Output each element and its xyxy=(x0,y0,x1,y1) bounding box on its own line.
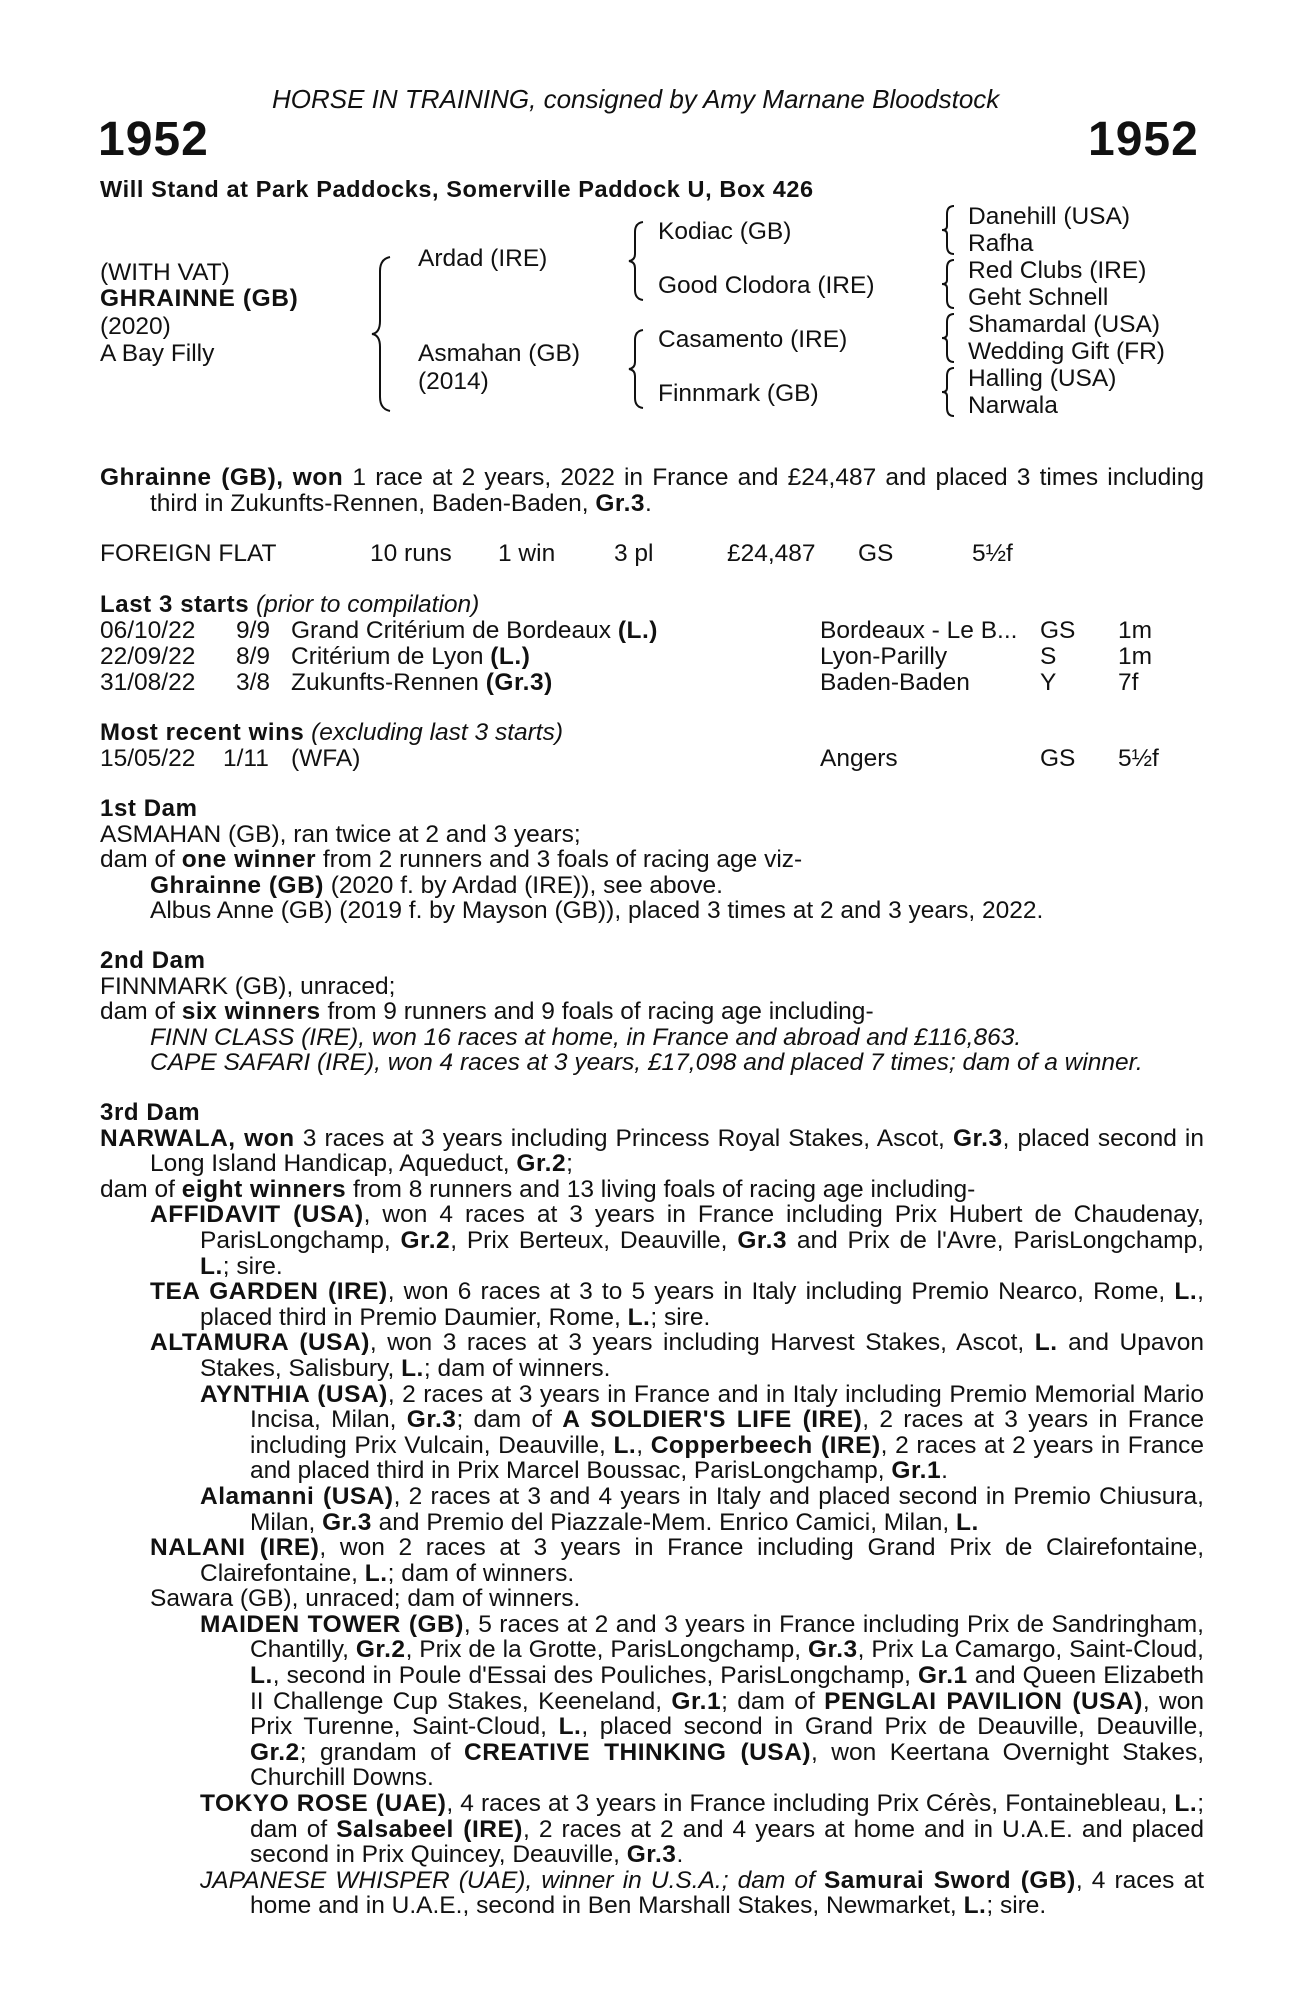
start-race: Zukunfts-Rennen (Gr.3) xyxy=(291,669,553,696)
text-run: , 2 races at 3 years in France including Prix Vulcain, Deauville, xyxy=(250,1406,1205,1459)
text-run: Gr.2 xyxy=(355,1636,406,1664)
brace-g3-2 xyxy=(938,258,958,310)
foal-entry: Albus Anne (GB) (2019 f. by Mayson (GB)), placed 3 times at 2 and 3 years, 2022. xyxy=(150,897,1044,925)
foal-entry xyxy=(150,1535,1204,1586)
text-run: NALANI (IRE) xyxy=(150,1534,320,1562)
foal-entry: Ghrainne (GB) (2020 f. by Ardad (IRE)), see above. xyxy=(150,871,723,899)
text-run: , Prix La Camargo, Saint-Cloud, xyxy=(857,1636,1204,1664)
record-type: FOREIGN FLAT xyxy=(100,540,277,567)
text-run: ; sire. xyxy=(222,1252,283,1280)
record-placed: 3 pl xyxy=(614,540,654,567)
text-run: and Upavon Stakes, Salisbury, xyxy=(200,1329,1204,1382)
text-run: L. xyxy=(955,1508,979,1536)
dam-name: Asmahan (GB) xyxy=(418,340,581,367)
second-dam-line: FINNMARK (GB), unraced; xyxy=(100,972,396,1000)
text-run: AYNTHIA (USA) xyxy=(200,1380,388,1408)
start-race: Grand Critérium de Bordeaux (L.) xyxy=(291,617,658,644)
text-run: , Prix Berteux, Deauville, xyxy=(450,1226,738,1254)
text-run: Gr.2 xyxy=(400,1226,451,1254)
text-run: L. xyxy=(401,1354,424,1382)
foal-entry: Sawara (GB), unraced; dam of winners. xyxy=(150,1585,581,1613)
second-dam-section xyxy=(100,948,1204,1076)
grandfoal-entry xyxy=(200,1868,1204,1919)
ped-ddd: Narwala xyxy=(968,392,1058,419)
win-date: 15/05/22 xyxy=(100,745,196,772)
text-run: , placed third in Premio Daumier, Rome, xyxy=(200,1278,1204,1331)
summary-text: 1 race at 2 years, 2022 in France and £24,487 and placed 3 times including third in Zukunfts-Rennen, Baden-Baden, xyxy=(150,464,1204,517)
text-run: L. xyxy=(1174,1278,1198,1306)
text-run: Alamanni (USA) xyxy=(200,1482,394,1510)
text-run: ; dam of xyxy=(456,1406,563,1434)
text-run: L. xyxy=(200,1252,223,1280)
start-position: 9/9 xyxy=(236,617,271,644)
text-run: Gr.1 xyxy=(671,1687,722,1715)
text-run: and Queen Elizabeth II Challenge Cup Stakes, Keeneland, xyxy=(250,1662,1204,1715)
text-run: Gr.2 xyxy=(516,1150,567,1178)
text-run: Gr.3 xyxy=(737,1226,788,1254)
text-run: AFFIDAVIT (USA) xyxy=(150,1201,364,1229)
text-run: L. xyxy=(364,1559,388,1587)
ped-dsd: Wedding Gift (FR) xyxy=(968,338,1165,365)
lot-number-right: 1952 xyxy=(1088,113,1199,166)
start-going: S xyxy=(1040,643,1057,670)
summary-won: won xyxy=(292,464,344,491)
pedigree-brace-main xyxy=(368,255,394,413)
start-position: 3/8 xyxy=(236,669,271,696)
record-wins: 1 win xyxy=(498,540,556,567)
text-run: ; dam of xyxy=(721,1687,825,1715)
text-run: 3 races at 3 years including Princess Royal Stakes, Ascot, xyxy=(294,1124,953,1152)
record-earnings: £24,487 xyxy=(727,540,816,567)
consignor-banner: HORSE IN TRAINING, consigned by Amy Marnane Bloodstock xyxy=(272,84,1000,114)
dam-sire: Casamento (IRE) xyxy=(658,326,848,353)
win-race: (WFA) xyxy=(291,745,361,772)
text-run: L. xyxy=(613,1431,637,1459)
text-run: , won 6 races at 3 to 5 years in Italy including Premio Nearco, Rome, xyxy=(387,1278,1175,1306)
first-dam-produce: dam of one winner from 2 runners and 3 foals of racing age viz- xyxy=(100,846,803,874)
text-run: Gr.2 xyxy=(250,1738,300,1766)
text-run: , 4 races at 3 years in France including Prix Cérès, Fontainebleau, xyxy=(446,1790,1175,1818)
text-run: ; sire. xyxy=(650,1303,711,1331)
ped-sss: Danehill (USA) xyxy=(968,203,1131,230)
text-run: , 4 races at home and in U.A.E., second in Ben Marshall Stakes, Newmarket, xyxy=(250,1866,1204,1920)
text-run: , winner in U.S.A.; dam of xyxy=(525,1866,824,1894)
summary-end: . xyxy=(645,489,652,517)
text-run: L. xyxy=(1034,1329,1058,1357)
text-run: Salsabeel (IRE) xyxy=(336,1815,523,1843)
horse-description: A Bay Filly xyxy=(100,340,215,367)
text-run: dam of xyxy=(100,1175,182,1203)
start-going: Y xyxy=(1040,669,1057,696)
summary-grade: Gr.3 xyxy=(595,489,646,517)
third-dam-narwala xyxy=(100,1126,1204,1177)
text-run: Gr.3 xyxy=(952,1124,1003,1152)
start-distance: 1m xyxy=(1118,617,1153,644)
pedigree-brace-dam xyxy=(625,328,647,410)
ped-sds: Red Clubs (IRE) xyxy=(968,257,1147,284)
grandfoal-entry xyxy=(200,1612,1204,1791)
first-dam-line: ASMAHAN (GB), ran twice at 2 and 3 years; xyxy=(100,820,581,848)
dam-foaled: (2014) xyxy=(418,368,489,395)
text-run: , placed second in Grand Prix de Deauville, Deauville, xyxy=(581,1713,1204,1741)
text-run: Copperbeech (IRE) xyxy=(650,1431,881,1459)
text-run: and Prix de l'Avre, ParisLongchamp, xyxy=(787,1226,1204,1254)
horse-name: GHRAINNE (GB) xyxy=(100,285,299,312)
text-run: L. xyxy=(558,1713,582,1741)
text-run: TEA GARDEN (IRE) xyxy=(150,1278,388,1306)
ped-ssd: Rafha xyxy=(968,230,1034,257)
start-position: 8/9 xyxy=(236,643,271,670)
text-run: , 5 races at 2 and 3 years in France including Prix de Sandringham, Chantilly, xyxy=(250,1610,1204,1664)
text-run: ; xyxy=(566,1150,573,1178)
text-run: from 8 runners and 13 living foals of racing age including- xyxy=(346,1175,976,1203)
foal-entry: CAPE SAFARI (IRE), won 4 races at 3 years, £17,098 and placed 7 times; dam of a winner. xyxy=(150,1049,1143,1077)
text-run: Gr.3 xyxy=(322,1508,372,1536)
summary-horse-name: Ghrainne (GB), xyxy=(100,464,284,491)
start-distance: 7f xyxy=(1118,669,1139,696)
ped-sdd: Geht Schnell xyxy=(968,284,1109,311)
text-run: TOKYO ROSE (UAE) xyxy=(200,1790,447,1818)
text-run: , won 3 races at 3 years including Harvest Stakes, Ascot, xyxy=(369,1329,1035,1357)
ped-dss: Shamardal (USA) xyxy=(968,311,1160,338)
text-run: Gr.3 xyxy=(406,1406,457,1434)
text-run: CREATIVE THINKING (USA) xyxy=(464,1738,812,1766)
text-run: PENGLAI PAVILION (USA) xyxy=(824,1687,1143,1715)
race-summary xyxy=(100,465,1204,516)
text-run: , won Keertana Overnight Stakes, Churchill Downs. xyxy=(250,1738,1205,1792)
text-run: , won 2 races at 3 years in France including Grand Prix de Clairefontaine, Clairefontaine, xyxy=(200,1534,1205,1587)
foal-entry: FINN CLASS (IRE), won 16 races at home, in France and abroad and £116,863. xyxy=(150,1023,1022,1051)
second-dam-produce: dam of six winners from 9 runners and 9 foals of racing age including- xyxy=(100,998,874,1026)
ped-dds: Halling (USA) xyxy=(968,365,1117,392)
text-run: ; dam of xyxy=(250,1790,1204,1843)
grandfoal-entry xyxy=(200,1791,1204,1868)
dam-dam: Finnmark (GB) xyxy=(658,380,819,407)
start-course: Bordeaux - Le B... xyxy=(820,617,1018,644)
pedigree-brace-sire xyxy=(625,220,647,302)
text-run: , second in Poule d'Essai des Pouliches, ParisLongchamp, xyxy=(272,1662,918,1690)
last3-title: Last 3 starts xyxy=(100,591,250,618)
text-run: . xyxy=(941,1457,948,1485)
start-race: Critérium de Lyon (L.) xyxy=(291,643,531,670)
sire-dam: Good Clodora (IRE) xyxy=(658,272,875,299)
grandfoal-entry xyxy=(200,1382,1204,1484)
text-run: eight winners xyxy=(181,1175,347,1203)
win-course: Angers xyxy=(820,745,898,772)
second-dam-title: 2nd Dam xyxy=(100,947,206,974)
text-run: ; grandam of xyxy=(299,1738,465,1766)
win-going: GS xyxy=(1040,745,1076,772)
text-run: and Premio del Piazzale-Mem. Enrico Camici, Milan, xyxy=(371,1508,956,1536)
text-run: JAPANESE WHISPER (UAE) xyxy=(200,1866,526,1894)
grandfoal-entry xyxy=(200,1484,1204,1535)
foal-entry xyxy=(150,1279,1204,1330)
foal-entry xyxy=(150,1202,1204,1279)
stabling-location: Will Stand at Park Paddocks, Somerville Paddock U, Box 426 xyxy=(100,176,814,202)
third-dam-title: 3rd Dam xyxy=(100,1099,201,1126)
horse-foaled: (2020) xyxy=(100,313,171,340)
recent-wins-note: (excluding last 3 starts) xyxy=(311,719,564,746)
text-run: Samurai Sword (GB) xyxy=(823,1866,1076,1894)
text-run: Gr.1 xyxy=(891,1457,942,1485)
text-run: , 2 races at 2 and 4 years at home and in U.A.E. and placed second in Prix Quincey, Deauville, xyxy=(250,1815,1204,1869)
text-run: ; sire. xyxy=(986,1892,1047,1920)
text-run: ALTAMURA (USA) xyxy=(150,1329,370,1357)
text-run: L. xyxy=(627,1303,651,1331)
brace-g3-3 xyxy=(938,312,958,364)
text-run: , xyxy=(636,1431,651,1459)
start-date: 06/10/22 xyxy=(100,617,196,644)
start-distance: 1m xyxy=(1118,643,1153,670)
text-run: , 2 races at 3 and 4 years in Italy and placed second in Premio Chiusura, Milan, xyxy=(250,1482,1204,1536)
text-run: L. xyxy=(963,1892,987,1920)
recent-wins-title: Most recent wins xyxy=(100,719,305,746)
text-run: MAIDEN TOWER (GB) xyxy=(200,1610,464,1638)
text-run: ; dam of winners. xyxy=(387,1559,575,1587)
text-run: Gr.1 xyxy=(917,1662,968,1690)
last3-note: (prior to compilation) xyxy=(256,591,480,618)
text-run: , Prix de la Grotte, ParisLongchamp, xyxy=(405,1636,808,1664)
text-run: NARWALA, won xyxy=(100,1124,295,1152)
text-run: A SOLDIER'S LIFE (IRE) xyxy=(562,1406,863,1434)
record-runs: 10 runs xyxy=(370,540,452,567)
start-date: 31/08/22 xyxy=(100,669,196,696)
foal-entry xyxy=(150,1330,1204,1381)
text-run: , placed second in Long Island Handicap, Aqueduct, xyxy=(150,1124,1204,1178)
vat-note: (WITH VAT) xyxy=(100,259,230,286)
lot-number-left: 1952 xyxy=(98,113,209,166)
text-run: , won 4 races at 3 years in France including Prix Hubert de Chaudenay, ParisLongchamp, xyxy=(200,1201,1204,1254)
first-dam-section xyxy=(100,796,1204,924)
text-run: . xyxy=(676,1841,684,1869)
text-run: ; dam of winners. xyxy=(423,1354,611,1382)
record-distance: 5½f xyxy=(972,540,1013,567)
text-run: , 2 races at 2 years in France and placed third in Prix Marcel Boussac, ParisLongchamp, xyxy=(250,1431,1204,1485)
start-going: GS xyxy=(1040,617,1076,644)
start-course: Lyon-Parilly xyxy=(820,643,948,670)
text-run: L. xyxy=(1174,1790,1198,1818)
first-dam-title: 1st Dam xyxy=(100,795,198,822)
start-date: 22/09/22 xyxy=(100,643,196,670)
text-run: , 2 races at 3 years in France and in Italy including Premio Memorial Mario Incisa, Milan, xyxy=(250,1380,1204,1434)
text-run: Gr.3 xyxy=(807,1636,858,1664)
third-dam-section xyxy=(100,1100,1204,1919)
win-position: 1/11 xyxy=(223,745,269,772)
sire-sire: Kodiac (GB) xyxy=(658,218,792,245)
text-run: Gr.3 xyxy=(626,1841,677,1869)
text-run: , won Prix Turenne, Saint-Cloud, xyxy=(250,1687,1204,1741)
brace-g3-1 xyxy=(938,204,958,256)
record-going: GS xyxy=(858,540,894,567)
brace-g3-4 xyxy=(938,366,958,418)
third-dam-produce xyxy=(100,1177,1204,1203)
win-distance: 5½f xyxy=(1118,745,1159,772)
start-course: Baden-Baden xyxy=(820,669,970,696)
text-run: L. xyxy=(250,1662,273,1690)
sire-name: Ardad (IRE) xyxy=(418,245,548,272)
